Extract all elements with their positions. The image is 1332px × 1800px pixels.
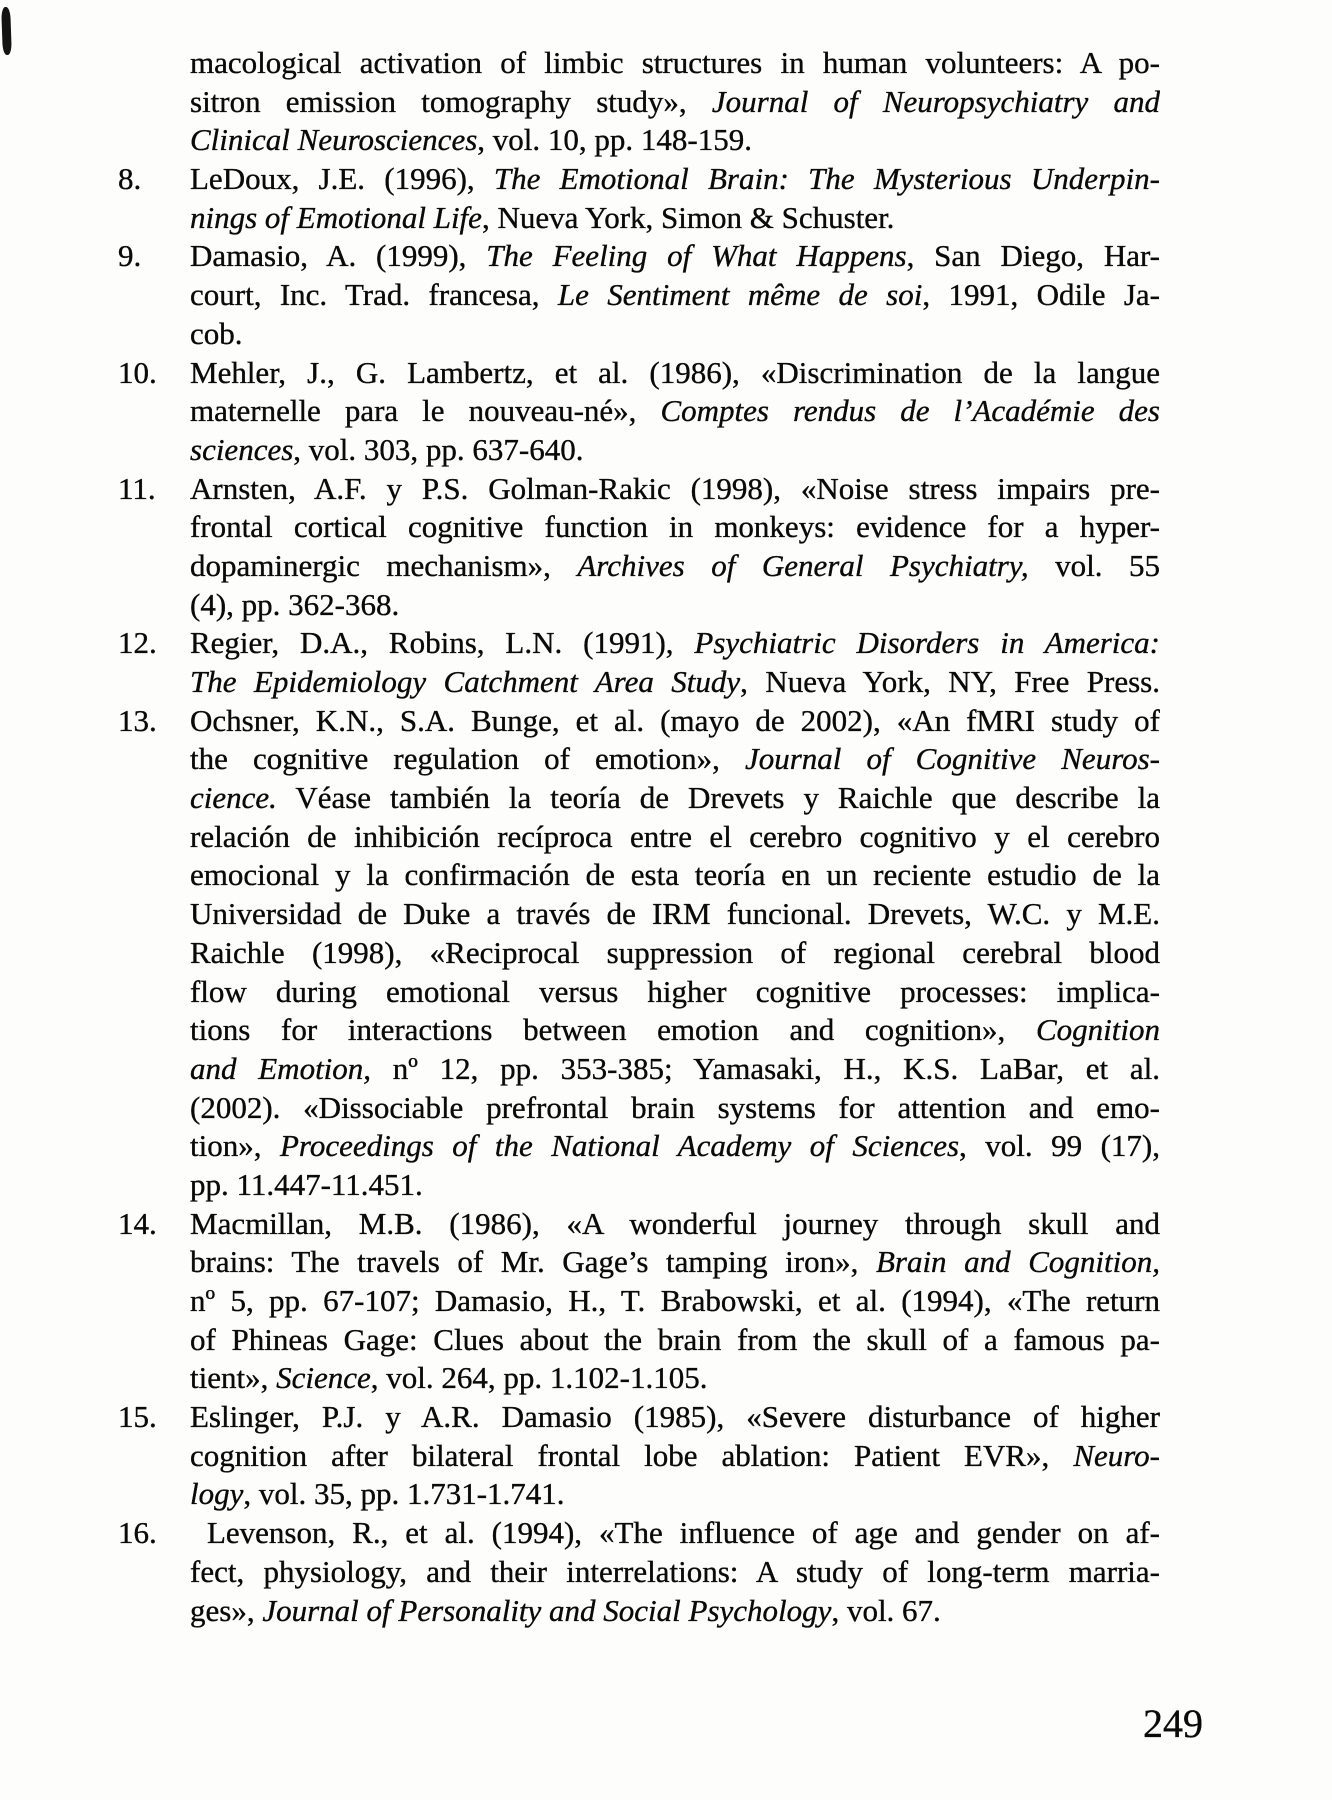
reference-line: [190, 818, 1160, 857]
italic-text-segment: cience.: [190, 780, 277, 816]
text-segment: Regier, D.A., Robins, L.N. (1991),: [190, 625, 695, 661]
reference-line: [190, 199, 1160, 238]
reference-body: [190, 354, 1160, 470]
reference-line: [190, 1050, 1160, 1089]
reference-body: [190, 702, 1160, 1205]
text-segment: cob.: [190, 315, 243, 351]
text-segment: , vol. 67.: [831, 1592, 941, 1628]
reference-body: [190, 160, 1160, 237]
italic-text-segment: Science: [276, 1360, 371, 1396]
italic-text-segment: Neuro-: [1073, 1437, 1160, 1473]
reference-number: 11.: [118, 470, 156, 506]
reference-line: [190, 1205, 1160, 1244]
text-segment: Ochsner, K.N., S.A. Bunge, et al. (mayo de 2002), «An fMRI study of: [190, 702, 1160, 738]
text-segment: Raichle (1998), «Reciprocal suppression of regional cerebral blood: [190, 934, 1160, 970]
text-segment: flow during emotional versus higher cognitive processes: implica-: [190, 973, 1160, 1009]
reference-line: [190, 973, 1160, 1012]
text-segment: Universidad de Duke a través de IRM funcional. Drevets, W.C. y M.E.: [190, 896, 1160, 932]
reference-item: [118, 1514, 1162, 1630]
text-segment: , vol. 99 (17),: [959, 1128, 1160, 1164]
text-segment: Eslinger, P.J. y A.R. Damasio (1985), «Severe disturbance of higher: [190, 1399, 1160, 1435]
text-segment: ges»,: [190, 1592, 263, 1628]
reference-number: 10.: [118, 354, 157, 390]
reference-line: [190, 83, 1160, 122]
text-segment: LeDoux, J.E. (1996),: [190, 161, 494, 197]
text-segment: macological activation of limbic structures in human volunteers: A po-: [190, 45, 1160, 80]
reference-body: [190, 1514, 1160, 1630]
italic-text-segment: Journal of Cognitive Neuros-: [744, 741, 1160, 777]
reference-line: [190, 470, 1160, 509]
text-segment: , vol. 10, pp. 148-159.: [477, 122, 752, 158]
italic-text-segment: nings of Emotional Life: [190, 199, 482, 235]
text-segment: of Phineas Gage: Clues about the brain from the skull of a famous pa-: [190, 1321, 1160, 1357]
text-segment: Damasio, A. (1999),: [190, 238, 487, 274]
reference-item: [118, 1205, 1162, 1398]
reference-body: [190, 1205, 1160, 1398]
reference-item: [118, 470, 1162, 625]
reference-line: [190, 663, 1160, 702]
reference-number: 9.: [118, 238, 142, 274]
reference-line: [190, 392, 1160, 431]
italic-text-segment: The Feeling of What Happens: [486, 238, 907, 274]
reference-line: [190, 160, 1160, 199]
reference-item: [118, 702, 1162, 1205]
italic-text-segment: Brain and Cognition,: [875, 1244, 1160, 1280]
italic-text-segment: Comptes rendus de l’Académie des: [660, 393, 1160, 429]
text-segment: , vol. 264, pp. 1.102-1.105.: [370, 1360, 708, 1396]
reference-line: [190, 1437, 1160, 1476]
text-segment: (4), pp. 362-368.: [190, 586, 400, 622]
text-segment: tion»,: [190, 1128, 280, 1164]
reference-item: [118, 160, 1162, 237]
reference-number: 8.: [118, 161, 142, 197]
references-list: [118, 44, 1162, 1630]
reference-line: [190, 44, 1160, 83]
reference-line: [190, 315, 1160, 354]
text-segment: fect, physiology, and their interrelations: A study of long-term marria-: [190, 1553, 1160, 1589]
text-segment: emocional y la confirmación de esta teoría en un reciente estudio de la: [190, 857, 1160, 893]
reference-line: [190, 934, 1160, 973]
reference-line: [190, 624, 1160, 663]
text-segment: , vol. 303, pp. 637-640.: [293, 431, 584, 467]
reference-number: 14.: [118, 1205, 157, 1241]
text-segment: tient»,: [190, 1360, 277, 1396]
reference-line: [190, 1282, 1160, 1321]
reference-line: [190, 547, 1160, 586]
reference-line: [190, 1127, 1160, 1166]
italic-text-segment: Cognition: [1035, 1012, 1160, 1048]
text-segment: relación de inhibición recíproca entre el cerebro cognitivo y el cerebro: [190, 818, 1160, 854]
reference-line: [190, 237, 1160, 276]
reference-line: [190, 1089, 1160, 1128]
reference-line: [190, 1243, 1160, 1282]
reference-item: [118, 237, 1162, 353]
text-segment: dopaminergic mechanism»,: [190, 547, 578, 583]
text-segment: sitron emission tomography study»,: [190, 83, 712, 119]
reference-line: [190, 1321, 1160, 1360]
text-segment: Véase también la teoría de Drevets y Raichle que describe la: [276, 780, 1160, 816]
reference-line: [190, 1553, 1160, 1592]
italic-text-segment: Clinical Neurosciences: [190, 122, 478, 158]
text-segment: pp. 11.447-11.451.: [190, 1166, 423, 1202]
reference-line: [190, 702, 1160, 741]
scan-artifact-mark: [1, 7, 12, 55]
italic-text-segment: sciences: [190, 431, 294, 467]
reference-line: [190, 431, 1160, 470]
text-segment: cognition after bilateral frontal lobe ablation: Patient EVR»,: [190, 1437, 1074, 1473]
reference-line: [190, 1166, 1160, 1205]
reference-line: [190, 276, 1160, 315]
reference-line: [190, 586, 1160, 625]
reference-line: [190, 895, 1160, 934]
reference-item: [118, 44, 1162, 160]
reference-line: [190, 1592, 1160, 1631]
italic-text-segment: Archives of General Psychiatry,: [577, 547, 1029, 583]
reference-body: [190, 237, 1160, 353]
italic-text-segment: Proceedings of the National Academy of Sciences: [279, 1128, 960, 1164]
text-segment: brains: The travels of Mr. Gage’s tamping iron»,: [190, 1244, 876, 1280]
text-segment: court, Inc. Trad. francesa,: [190, 277, 558, 313]
reference-number: 12.: [118, 625, 157, 661]
text-segment: Mehler, J., G. Lambertz, et al. (1986), «Discrimination de la langue: [190, 354, 1160, 390]
italic-text-segment: The Epidemiology Catchment Area Study: [190, 664, 741, 699]
italic-text-segment: Psychiatric Disorders in America:: [694, 625, 1160, 661]
italic-text-segment: logy: [190, 1476, 244, 1512]
reference-body: [190, 44, 1160, 160]
reference-item: [118, 1398, 1162, 1514]
text-segment: Macmillan, M.B. (1986), «A wonderful journey through skull and: [190, 1205, 1160, 1241]
reference-number: 16.: [118, 1515, 157, 1551]
text-segment: , vol. 35, pp. 1.731-1.741.: [243, 1476, 565, 1512]
text-segment: , San Diego, Har-: [906, 238, 1160, 274]
text-segment: frontal cortical cognitive function in monkeys: evidence for a hyper-: [190, 509, 1160, 545]
italic-text-segment: Le Sentiment même de soi: [557, 277, 923, 313]
italic-text-segment: The Emotional Brain: The Mysterious Underpin-: [493, 161, 1160, 197]
text-segment: vol. 55: [1028, 547, 1160, 583]
reference-line: [190, 508, 1160, 547]
reference-line: [190, 1398, 1160, 1437]
italic-text-segment: Journal of Personality and Social Psychology: [262, 1592, 832, 1628]
reference-line: [190, 354, 1160, 393]
text-segment: the cognitive regulation of emotion»,: [190, 741, 745, 777]
reference-line: [190, 1475, 1160, 1514]
reference-number: 15.: [118, 1399, 157, 1435]
reference-body: [190, 1398, 1160, 1514]
reference-line: [190, 1514, 1160, 1553]
reference-item: [118, 354, 1162, 470]
reference-body: [190, 624, 1160, 701]
text-segment: (2002). «Dissociable prefrontal brain systems for attention and emo-: [190, 1089, 1160, 1125]
reference-line: [190, 1359, 1160, 1398]
reference-line: [190, 779, 1160, 818]
reference-number: 13.: [118, 702, 157, 738]
reference-line: [190, 856, 1160, 895]
page-number: 249: [1143, 1701, 1203, 1746]
reference-line: [190, 1011, 1160, 1050]
italic-text-segment: and Emotion,: [190, 1050, 372, 1086]
reference-item: [118, 624, 1162, 701]
italic-text-segment: Journal of Neuropsychiatry and: [711, 83, 1160, 119]
text-segment: , Nueva York, Simon & Schuster.: [481, 199, 895, 235]
reference-line: [190, 740, 1160, 779]
text-segment: nº 5, pp. 67-107; Damasio, H., T. Brabowski, et al. (1994), «The return: [190, 1283, 1160, 1318]
reference-body: [190, 470, 1160, 625]
text-segment: tions for interactions between emotion and cognition»,: [190, 1012, 1036, 1048]
text-segment: , Nueva York, NY, Free Press.: [740, 664, 1160, 699]
text-segment: Levenson, R., et al. (1994), «The influence of age and gender on af-: [190, 1515, 1160, 1551]
text-segment: Arnsten, A.F. y P.S. Golman-Rakic (1998), «Noise stress impairs pre-: [190, 470, 1160, 506]
text-segment: nº 12, pp. 353-385; Yamasaki, H., K.S. LaBar, et al.: [371, 1050, 1160, 1086]
reference-line: [190, 121, 1160, 160]
text-segment: maternelle para le nouveau-né»,: [190, 393, 661, 429]
text-segment: , 1991, Odile Ja-: [922, 277, 1160, 313]
